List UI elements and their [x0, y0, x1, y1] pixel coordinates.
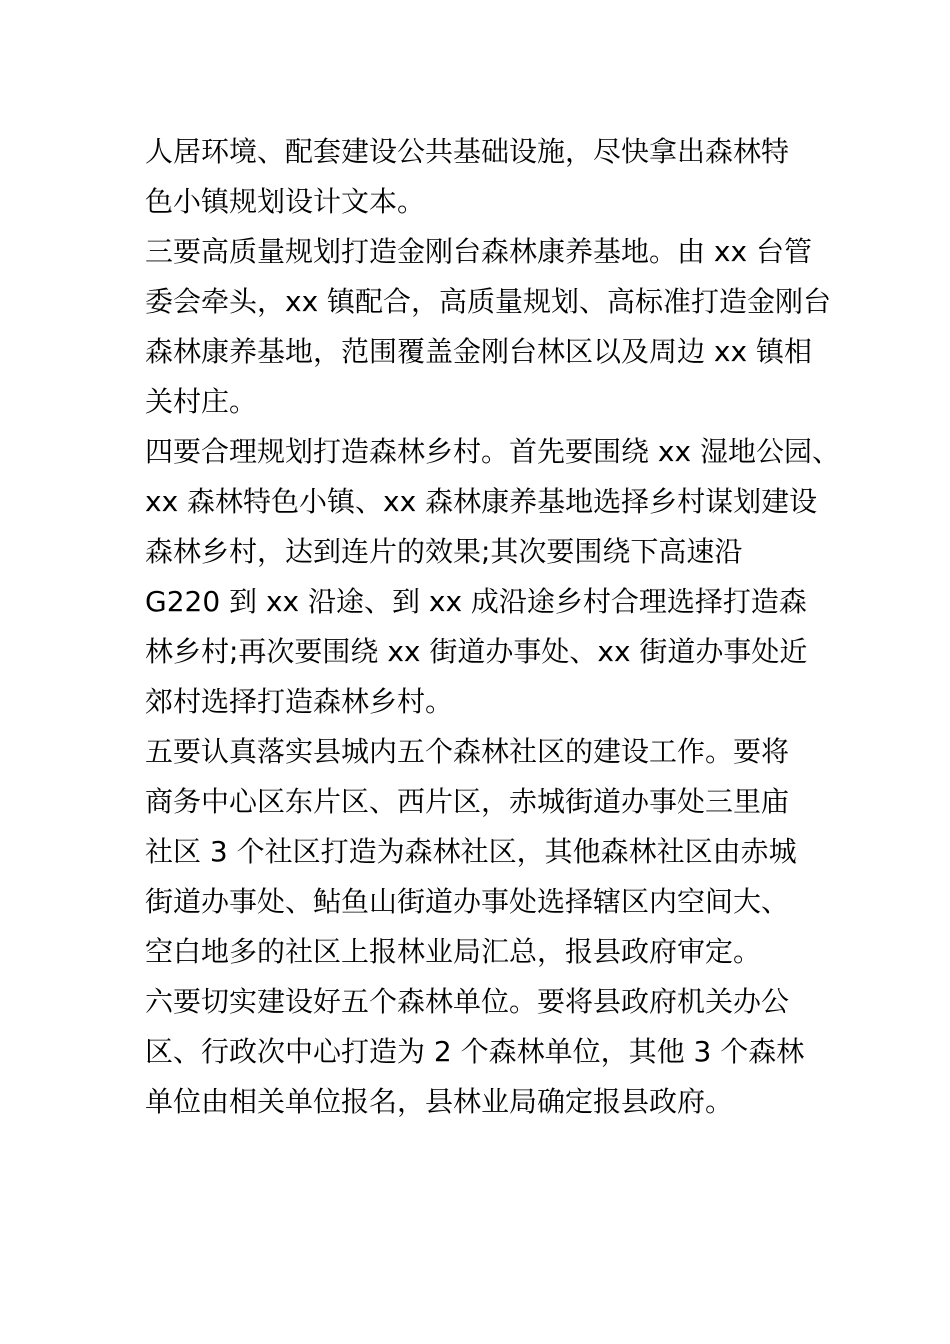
text-line: 商务中心区东片区、西片区，赤城街道办事处三里庙 — [145, 785, 790, 818]
paragraph-fifth — [145, 727, 825, 977]
text-line: 关村庄。 — [145, 385, 258, 418]
text-line: 五要认真落实县城内五个森林社区的建设工作。要将 — [145, 735, 790, 768]
text-line: 色小镇规划设计文本。 — [145, 185, 426, 218]
paragraph-third — [145, 227, 832, 427]
text-line: 三要高质量规划打造金刚台森林康养基地。由 xx 台管 — [145, 235, 812, 268]
text-line: 空白地多的社区上报林业局汇总，报县政府审定。 — [145, 935, 762, 968]
document-body — [145, 127, 840, 1127]
text-line: 街道办事处、鲇鱼山街道办事处选择辖区内空间大、 — [145, 885, 790, 918]
text-line: 四要合理规划打造森林乡村。首先要围绕 xx 湿地公园、 — [145, 435, 840, 468]
text-line: xx 森林特色小镇、xx 森林康养基地选择乡村谋划建设 — [145, 485, 818, 518]
paragraph-fourth — [145, 427, 840, 727]
text-line: 单位由相关单位报名，县林业局确定报县政府。 — [145, 1085, 734, 1118]
text-line: G220 到 xx 沿途、到 xx 成沿途乡村合理选择打造森 — [145, 585, 807, 618]
paragraph-environment — [145, 127, 825, 227]
text-line: 森林康养基地，范围覆盖金刚台林区以及周边 xx 镇相 — [145, 335, 812, 368]
text-line: 六要切实建设好五个森林单位。要将县政府机关办公 — [145, 985, 790, 1018]
text-line: 郊村选择打造森林乡村。 — [145, 685, 454, 718]
text-line: 区、行政次中心打造为 2 个森林单位，其他 3 个森林 — [145, 1035, 805, 1068]
text-line: 森林乡村，达到连片的效果;其次要围绕下高速沿 — [145, 535, 743, 568]
text-line: 人居环境、配套建设公共基础设施，尽快拿出森林特 — [145, 135, 790, 168]
text-line: 社区 3 个社区打造为森林社区，其他森林社区由赤城 — [145, 835, 797, 868]
paragraph-sixth — [145, 977, 825, 1127]
text-line: 委会牵头，xx 镇配合，高质量规划、高标准打造金刚台 — [145, 285, 832, 318]
text-line: 林乡村;再次要围绕 xx 街道办事处、xx 街道办事处近 — [145, 635, 808, 668]
